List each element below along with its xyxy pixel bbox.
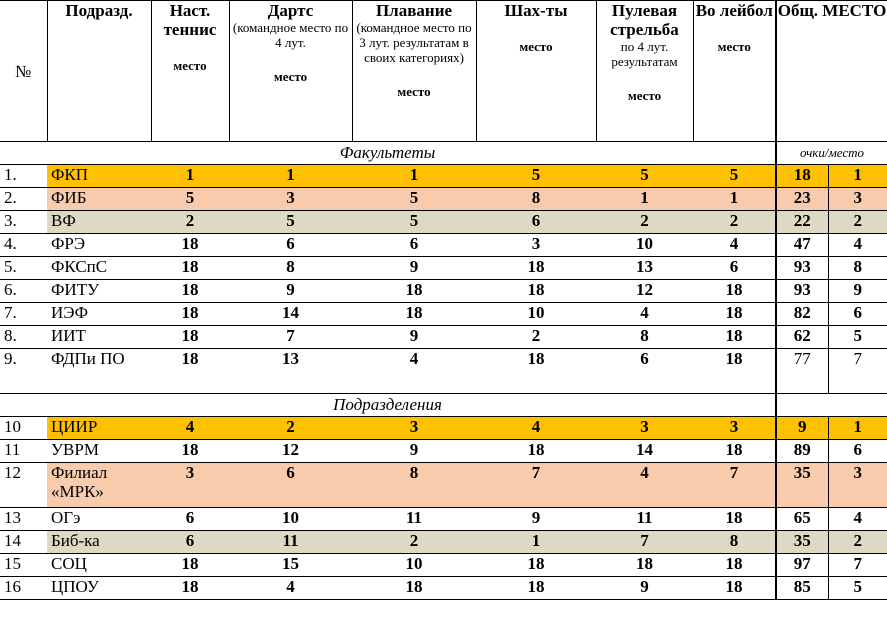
shoot-place: 18 xyxy=(596,554,693,577)
shoot-unit: место xyxy=(627,88,662,103)
chess-place: 1 xyxy=(476,531,596,554)
shoot-place: 13 xyxy=(596,257,693,280)
shoot-place: 3 xyxy=(596,417,693,440)
table-row xyxy=(0,349,887,394)
unit-name: ФКП xyxy=(47,165,151,188)
chess-place: 8 xyxy=(476,188,596,211)
total-place: 9 xyxy=(828,280,887,303)
shoot-place: 14 xyxy=(596,440,693,463)
tennis-place: 5 xyxy=(151,188,229,211)
unit-name: ФРЭ xyxy=(47,234,151,257)
total-place: 5 xyxy=(828,577,887,600)
darts-place: 12 xyxy=(229,440,352,463)
volley-unit: место xyxy=(717,39,751,54)
volley-place: 18 xyxy=(693,508,776,531)
swim-place: 9 xyxy=(352,257,476,280)
table-row xyxy=(0,234,887,257)
unit-name: ОГэ xyxy=(47,508,151,531)
volley-place: 18 xyxy=(693,303,776,326)
volley-place: 18 xyxy=(693,577,776,600)
swim-place: 18 xyxy=(352,577,476,600)
darts-unit: место xyxy=(273,69,308,84)
swim-place: 18 xyxy=(352,280,476,303)
swim-place: 5 xyxy=(352,188,476,211)
table-row xyxy=(0,257,887,280)
row-number: 8. xyxy=(0,326,47,349)
total-place: 5 xyxy=(828,326,887,349)
darts-place: 9 xyxy=(229,280,352,303)
unit-name: УВРМ xyxy=(47,440,151,463)
swim-place: 11 xyxy=(352,508,476,531)
tennis-place: 3 xyxy=(151,463,229,508)
volley-place: 3 xyxy=(693,417,776,440)
volley-place: 2 xyxy=(693,211,776,234)
chess-place: 5 xyxy=(476,165,596,188)
total-points: 35 xyxy=(776,463,828,508)
col-tennis: Наст. теннис место xyxy=(151,1,229,142)
tennis-place: 6 xyxy=(151,531,229,554)
total-points: 82 xyxy=(776,303,828,326)
total-points: 97 xyxy=(776,554,828,577)
total-points: 93 xyxy=(776,280,828,303)
total-place: 1 xyxy=(828,417,887,440)
table-row xyxy=(0,280,887,303)
chess-place: 18 xyxy=(476,349,596,394)
table-row xyxy=(0,440,887,463)
darts-place: 10 xyxy=(229,508,352,531)
total-place: 3 xyxy=(828,188,887,211)
shoot-place: 10 xyxy=(596,234,693,257)
total-points: 77 xyxy=(776,349,828,394)
faculties-body xyxy=(0,165,887,394)
total-place: 4 xyxy=(828,234,887,257)
row-number: 6. xyxy=(0,280,47,303)
total-place: 1 xyxy=(828,165,887,188)
unit-name: Филиал «МРК» xyxy=(47,463,151,508)
chess-place: 7 xyxy=(476,463,596,508)
darts-place: 2 xyxy=(229,417,352,440)
shoot-place: 2 xyxy=(596,211,693,234)
col-total: Общ. МЕСТО xyxy=(776,1,887,142)
darts-place: 7 xyxy=(229,326,352,349)
volley-place: 1 xyxy=(693,188,776,211)
total-place: 6 xyxy=(828,440,887,463)
shoot-place: 5 xyxy=(596,165,693,188)
volley-place: 18 xyxy=(693,280,776,303)
col-chess: Шах-ты место xyxy=(476,1,596,142)
header-row xyxy=(0,1,887,142)
swim-place: 9 xyxy=(352,326,476,349)
section-spacer xyxy=(828,394,887,417)
darts-place: 13 xyxy=(229,349,352,394)
swim-note: (командное место по 3 лут. результатам в своих категориях) xyxy=(356,20,472,65)
shoot-note: по 4 лут. результатам xyxy=(611,39,678,69)
section-divisions xyxy=(0,394,887,417)
volley-place: 7 xyxy=(693,463,776,508)
section-title: Подразделения xyxy=(0,394,776,417)
total-points: 89 xyxy=(776,440,828,463)
row-number: 12 xyxy=(0,463,47,508)
swim-place: 4 xyxy=(352,349,476,394)
swim-place: 5 xyxy=(352,211,476,234)
row-number: 3. xyxy=(0,211,47,234)
darts-place: 5 xyxy=(229,211,352,234)
total-points: 23 xyxy=(776,188,828,211)
swim-place: 1 xyxy=(352,165,476,188)
swim-place: 8 xyxy=(352,463,476,508)
total-place: 3 xyxy=(828,463,887,508)
unit-name: ИЭФ xyxy=(47,303,151,326)
volley-place: 18 xyxy=(693,326,776,349)
unit-name: ИИТ xyxy=(47,326,151,349)
row-number: 1. xyxy=(0,165,47,188)
chess-place: 18 xyxy=(476,280,596,303)
table-row xyxy=(0,326,887,349)
chess-place: 10 xyxy=(476,303,596,326)
total-points: 35 xyxy=(776,531,828,554)
row-number: 14 xyxy=(0,531,47,554)
total-points: 47 xyxy=(776,234,828,257)
total-points: 22 xyxy=(776,211,828,234)
table-row xyxy=(0,211,887,234)
swim-place: 10 xyxy=(352,554,476,577)
darts-place: 11 xyxy=(229,531,352,554)
tennis-place: 18 xyxy=(151,280,229,303)
volley-place: 8 xyxy=(693,531,776,554)
chess-place: 18 xyxy=(476,257,596,280)
volley-place: 18 xyxy=(693,554,776,577)
unit-name: СОЦ xyxy=(47,554,151,577)
volley-place: 18 xyxy=(693,440,776,463)
chess-place: 2 xyxy=(476,326,596,349)
table-row xyxy=(0,463,887,508)
swim-unit: место xyxy=(397,84,431,99)
table-row xyxy=(0,531,887,554)
shoot-place: 1 xyxy=(596,188,693,211)
tennis-place: 18 xyxy=(151,577,229,600)
total-place: 2 xyxy=(828,211,887,234)
total-points: 65 xyxy=(776,508,828,531)
darts-place: 3 xyxy=(229,188,352,211)
total-points: 18 xyxy=(776,165,828,188)
col-swimming: Плавание (командное место по 3 лут. результатам в своих категориях) место xyxy=(352,1,476,142)
unit-name: ЦИИР xyxy=(47,417,151,440)
total-points: 62 xyxy=(776,326,828,349)
tennis-place: 18 xyxy=(151,257,229,280)
tennis-place: 18 xyxy=(151,349,229,394)
row-number: 5. xyxy=(0,257,47,280)
tennis-place: 18 xyxy=(151,554,229,577)
chess-place: 18 xyxy=(476,440,596,463)
unit-name: ФИБ xyxy=(47,188,151,211)
total-place: 7 xyxy=(828,554,887,577)
swim-place: 2 xyxy=(352,531,476,554)
shoot-place: 8 xyxy=(596,326,693,349)
shoot-place: 4 xyxy=(596,303,693,326)
chess-place: 18 xyxy=(476,577,596,600)
total-place: 4 xyxy=(828,508,887,531)
swim-place: 6 xyxy=(352,234,476,257)
shoot-place: 6 xyxy=(596,349,693,394)
col-darts: Дартс (командное место по 4 лут. место xyxy=(229,1,352,142)
table-row xyxy=(0,554,887,577)
chess-unit: место xyxy=(519,39,553,54)
table-row xyxy=(0,508,887,531)
section-spacer xyxy=(776,394,828,417)
volley-place: 18 xyxy=(693,349,776,394)
row-number: 16 xyxy=(0,577,47,600)
darts-place: 8 xyxy=(229,257,352,280)
section-title: Факультеты xyxy=(0,142,776,165)
row-number: 9. xyxy=(0,349,47,394)
darts-note: (командное место по 4 лут. xyxy=(232,20,349,50)
tennis-place: 18 xyxy=(151,326,229,349)
table-row xyxy=(0,165,887,188)
unit-name: ЦПОУ xyxy=(47,577,151,600)
col-unit: Подразд. xyxy=(47,1,151,142)
tennis-place: 6 xyxy=(151,508,229,531)
chess-place: 4 xyxy=(476,417,596,440)
darts-place: 1 xyxy=(229,165,352,188)
col-number: № xyxy=(0,1,47,142)
row-number: 10 xyxy=(0,417,47,440)
darts-place: 4 xyxy=(229,577,352,600)
unit-name: ФДПи ПО xyxy=(47,349,151,394)
points-place-note: очки/место xyxy=(776,142,887,165)
table-row xyxy=(0,417,887,440)
total-points: 9 xyxy=(776,417,828,440)
tennis-place: 18 xyxy=(151,440,229,463)
row-number: 7. xyxy=(0,303,47,326)
col-volleyball: Во лейбол место xyxy=(693,1,776,142)
shoot-place: 7 xyxy=(596,531,693,554)
tennis-unit: место xyxy=(173,58,207,73)
darts-place: 6 xyxy=(229,234,352,257)
volley-place: 5 xyxy=(693,165,776,188)
unit-name: ВФ xyxy=(47,211,151,234)
chess-place: 9 xyxy=(476,508,596,531)
section-faculties xyxy=(0,142,887,165)
table-row xyxy=(0,303,887,326)
tennis-place: 2 xyxy=(151,211,229,234)
swim-place: 3 xyxy=(352,417,476,440)
darts-place: 14 xyxy=(229,303,352,326)
total-place: 7 xyxy=(828,349,887,394)
total-points: 93 xyxy=(776,257,828,280)
tennis-place: 4 xyxy=(151,417,229,440)
unit-name: ФИТУ xyxy=(47,280,151,303)
darts-place: 15 xyxy=(229,554,352,577)
row-number: 13 xyxy=(0,508,47,531)
total-place: 8 xyxy=(828,257,887,280)
tennis-place: 1 xyxy=(151,165,229,188)
unit-name: ФКСпС xyxy=(47,257,151,280)
divisions-body xyxy=(0,417,887,600)
shoot-place: 11 xyxy=(596,508,693,531)
col-shooting: Пулевая стрельба по 4 лут. результатам место xyxy=(596,1,693,142)
chess-place: 18 xyxy=(476,554,596,577)
swim-place: 18 xyxy=(352,303,476,326)
unit-name: Биб-ка xyxy=(47,531,151,554)
total-place: 6 xyxy=(828,303,887,326)
row-number: 4. xyxy=(0,234,47,257)
darts-place: 6 xyxy=(229,463,352,508)
tennis-place: 18 xyxy=(151,303,229,326)
volley-place: 4 xyxy=(693,234,776,257)
chess-place: 6 xyxy=(476,211,596,234)
shoot-place: 12 xyxy=(596,280,693,303)
row-number: 15 xyxy=(0,554,47,577)
shoot-place: 4 xyxy=(596,463,693,508)
row-number: 11 xyxy=(0,440,47,463)
volley-place: 6 xyxy=(693,257,776,280)
table-row xyxy=(0,188,887,211)
row-number: 2. xyxy=(0,188,47,211)
total-points: 85 xyxy=(776,577,828,600)
table-row xyxy=(0,577,887,600)
swim-place: 9 xyxy=(352,440,476,463)
shoot-place: 9 xyxy=(596,577,693,600)
total-place: 2 xyxy=(828,531,887,554)
tennis-place: 18 xyxy=(151,234,229,257)
chess-place: 3 xyxy=(476,234,596,257)
